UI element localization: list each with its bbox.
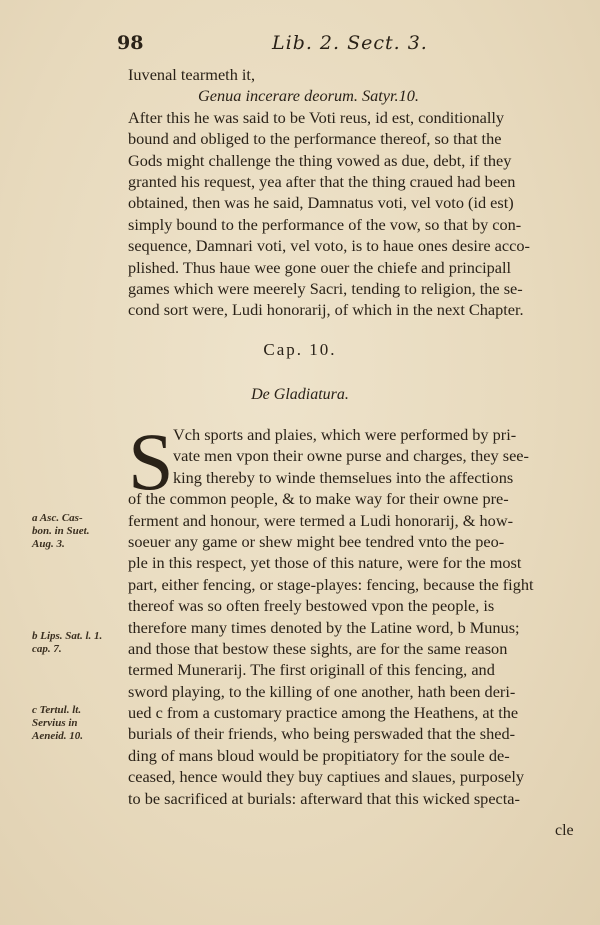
marginal-note-c <box>32 704 127 743</box>
marginal-line: a Asc. Cas- <box>32 512 83 524</box>
text-line: Vch sports and plaies, which were performed by pri- <box>173 425 517 444</box>
text-line: ceased, hence would they buy captiues and slaues, purposely <box>128 767 525 787</box>
text-line: vate men vpon their owne purse and charges, they see- <box>173 446 529 466</box>
text-line: simply bound to the performance of the vow, so that by con- <box>128 214 522 234</box>
text-line: and those that bestow these sights, are for the same reason <box>128 638 508 658</box>
text-line: therefore many times denoted by the Latine word, b Munus; <box>128 617 520 637</box>
text-line: bound and obliged to the performance thereof, so that the <box>128 129 502 149</box>
text-line: ferment and honour, were termed a Ludi honorarij, & how- <box>128 510 513 530</box>
text-line: king thereby to winde themselues into the affections <box>173 467 514 487</box>
marginal-line: b Lips. Sat. l. 1. <box>32 630 103 642</box>
marginal-note-b <box>32 630 127 656</box>
text-line: soeuer any game or shew might bee tendred vnto the peo- <box>128 531 505 551</box>
marginal-line: Aeneid. 10. <box>32 730 84 742</box>
text-line: ple in this respect, yet those of this nature, were for the most <box>128 553 522 573</box>
text-line: obtained, then was he said, Damnatus voti, vel voto (id est) <box>128 193 514 213</box>
text-line: ued c from a customary practice among the Heathens, at the <box>128 703 519 723</box>
top-text-block <box>128 64 583 321</box>
chapter-body <box>128 416 583 809</box>
marginal-line: Aug. 3. <box>32 538 65 550</box>
text-line: After this he was said to be Voti reus, id est, conditionally <box>128 107 505 127</box>
running-header <box>117 32 557 58</box>
text-line: Genua incerare deorum. Satyr.10. <box>198 86 419 106</box>
text-line: granted his request, yea after that the thing craued had been <box>128 171 516 191</box>
catchword: cle <box>555 822 574 839</box>
text-line: ding of mans bloud would be propitiatory for the soule de- <box>128 745 510 765</box>
text-line: termed Munerarij. The first originall of this fencing, and <box>128 660 495 680</box>
chapter-title: Cap. 10. <box>263 340 337 359</box>
running-title: Lib. 2. Sect. 3. <box>272 32 428 54</box>
text-line: sequence, Damnari voti, vel voto, is to haue ones desire acco- <box>128 236 530 256</box>
text-line: plished. Thus haue wee gone ouer the chiefe and principall <box>128 257 512 277</box>
text-line: to be sacrificed at burials: afterward that this wicked specta- <box>128 788 520 808</box>
text-line: Gods might challenge the thing vowed as due, debt, if they <box>128 150 512 170</box>
marginal-line: cap. 7. <box>32 643 62 655</box>
marginal-line: Servius in <box>32 717 78 729</box>
drop-cap: S <box>128 416 174 507</box>
text-line: part, either fencing, or stage-playes: fencing, because the fight <box>128 574 534 594</box>
text-line: of the common people, & to make way for their owne pre- <box>128 489 509 509</box>
text-line: burials of their friends, who being perswaded that the shed- <box>128 724 516 744</box>
marginal-line: bon. in Suet. <box>32 525 90 537</box>
text-line: cond sort were, Ludi honorarij, of which in the next Chapter. <box>128 300 524 320</box>
marginal-line: c Tertul. lt. <box>32 704 82 716</box>
text-line: Iuvenal tearmeth it, <box>128 65 256 84</box>
text-line: games which were meerely Sacri, tending to religion, the se- <box>128 278 523 298</box>
marginal-note-a <box>32 512 127 551</box>
text-line: thereof was so often freely bestowed vpon the people, is <box>128 596 495 616</box>
chapter-subtitle: De Gladiatura. <box>251 386 349 403</box>
page-number: 98 <box>117 32 144 54</box>
text-line: sword playing, to the killing of one another, hath been deri- <box>128 681 516 701</box>
